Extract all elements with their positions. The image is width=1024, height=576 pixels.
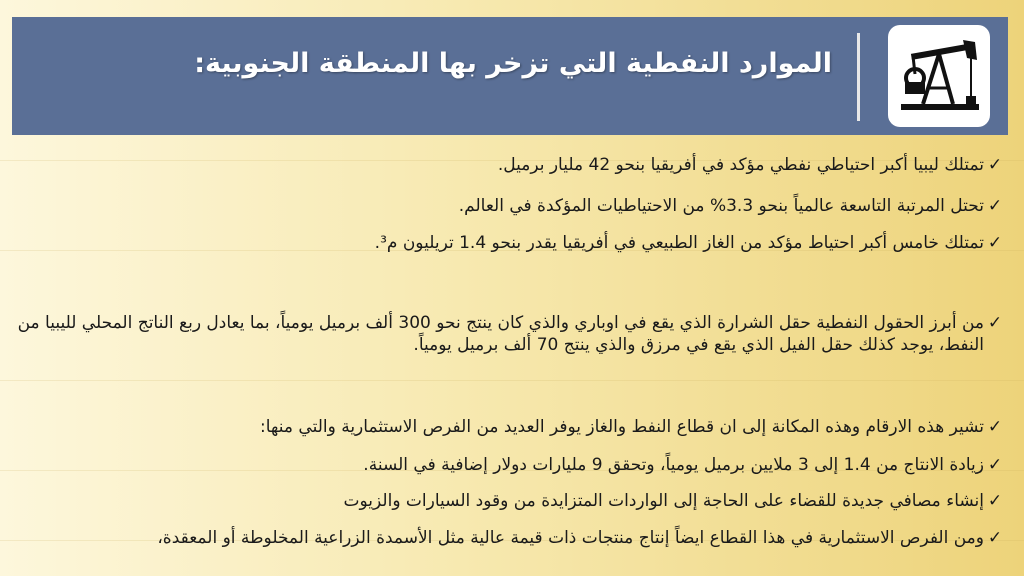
bullet-item: [14, 154, 1004, 176]
bullet-text: تمتلك خامس أكبر احتياط مؤكد من الغاز الطبيعي في أفريقيا يقدر بنحو 1.4 تريليون م³.: [374, 233, 984, 253]
bullet-text: تشير هذه الارقام وهذه المكانة إلى ان قطاع النفط والغاز يوفر العديد من الفرص الاستثمارية والتي منها:: [260, 417, 984, 437]
bullet-item: [14, 454, 1004, 476]
icon-frame: [888, 25, 990, 127]
slide-title: الموارد النفطية التي تزخر بها المنطقة الجنوبية:: [194, 48, 832, 79]
bullet-item: [14, 195, 1004, 217]
title-bar: [12, 17, 1008, 135]
check-icon: ✓: [987, 196, 1003, 216]
bullet-item: [14, 490, 1004, 512]
bullet-text: إنشاء مصافي جديدة للقضاء على الحاجة إلى الواردات المتزايدة من وقود السيارات والزيوت: [343, 491, 984, 511]
check-icon: ✓: [987, 155, 1003, 175]
bullet-text: زيادة الانتاج من 1.4 إلى 3 ملايين برميل يومياً، وتحقق 9 مليارات دولار إضافية في السنة.: [363, 455, 984, 475]
check-icon: ✓: [987, 313, 1003, 333]
bullet-text: تحتل المرتبة التاسعة عالمياً بنحو 3.3% من الاحتياطيات المؤكدة في العالم.: [458, 196, 984, 216]
check-icon: ✓: [987, 491, 1003, 511]
check-icon: ✓: [987, 233, 1003, 253]
bullet-text: ومن الفرص الاستثمارية في هذا القطاع ايضاً إنتاج منتجات ذات قيمة عالية مثل الأسمدة الزراعية المخلوطة أو المعقدة،: [157, 528, 984, 548]
oil-pump-icon: [897, 34, 981, 118]
bullet-item: [14, 527, 1004, 549]
bullet-item: [14, 416, 1004, 438]
bullet-item: [14, 312, 1004, 356]
check-icon: ✓: [987, 528, 1003, 548]
bullet-text: تمتلك ليبيا أكبر احتياطي نفطي مؤكد في أفريقيا بنحو 42 مليار برميل.: [497, 155, 984, 175]
bullet-item: [14, 232, 1004, 254]
check-icon: ✓: [987, 455, 1003, 475]
check-icon: ✓: [987, 417, 1003, 437]
title-divider: [857, 33, 860, 121]
bullet-text: من أبرز الحقول النفطية حقل الشرارة الذي يقع في اوباري والذي كان ينتج نحو 300 ألف برميل يومياً، بما يعادل ربع الناتج المحلي لليبيا من النفط، يوجد كذلك حقل الفيل الذي يقع في مرزق والذي ينتج 70 ألف برميل يومياً.: [17, 313, 984, 355]
